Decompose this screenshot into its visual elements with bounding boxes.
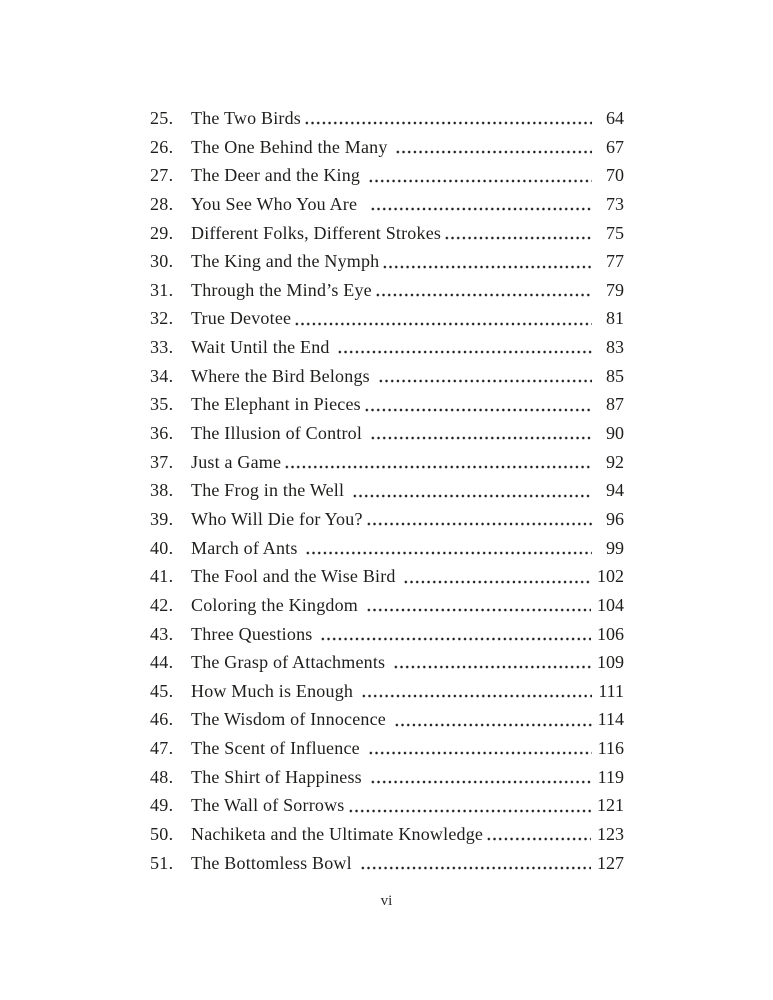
chapter-title: The Bottomless Bowl [191,852,357,873]
chapter-title: Three Questions [191,623,318,644]
chapter-title: Just a Game [191,451,282,472]
chapter-number: 33. [150,337,174,358]
toc-entry [150,304,624,333]
chapter-page-number: 114 [597,709,624,730]
toc-entry [150,390,624,419]
dot-leader [382,247,592,276]
chapter-page-number: 96 [606,508,624,529]
toc-entry [150,133,624,162]
chapter-page-number: 106 [597,623,624,644]
chapter-page-number: 94 [606,480,624,501]
chapter-title: You See Who You Are [191,193,367,214]
dot-leader [366,505,592,534]
chapter-page-number: 127 [597,852,624,873]
toc-entry [150,505,624,534]
chapter-title: Wait Until the End [191,337,335,358]
dot-leader [393,648,591,677]
chapter-title: Through the Mind’s Eye [191,279,372,300]
chapter-number: 43. [150,623,174,644]
chapter-page-number: 85 [606,365,624,386]
chapter-page-number: 119 [597,766,624,787]
toc-entry [150,734,624,763]
dot-leader [403,562,591,591]
chapter-number: 31. [150,279,174,300]
toc-entry [150,333,624,362]
chapter-title: The Wisdom of Innocence [191,709,391,730]
dot-leader [368,161,592,190]
dot-leader [337,333,592,362]
page-footer [0,893,773,910]
chapter-page-number: 123 [597,824,624,845]
toc-entry [150,362,624,391]
toc-entry [150,448,624,477]
chapter-page-number: 121 [597,795,624,816]
chapter-number: 29. [150,222,174,243]
chapter-page-number: 90 [606,423,624,444]
chapter-page-number: 77 [606,251,624,272]
chapter-number: 32. [150,308,174,329]
dot-leader [366,591,591,620]
chapter-number: 34. [150,365,174,386]
toc-entry [150,190,624,219]
dot-leader [375,276,592,305]
dot-leader [394,705,592,734]
toc-entry [150,104,624,133]
chapter-number: 41. [150,566,174,587]
toc-entry [150,849,624,878]
chapter-title: Who Will Die for You? [191,508,363,529]
chapter-number: 26. [150,136,174,157]
chapter-page-number: 70 [606,165,624,186]
toc-entry [150,677,624,706]
chapter-title: The Elephant in Pieces [191,394,361,415]
chapter-page-number: 83 [606,337,624,358]
toc-entry [150,276,624,305]
dot-leader [378,362,592,391]
chapter-title: The Wall of Sorrows [191,795,345,816]
toc-entry [150,247,624,276]
chapter-number: 28. [150,193,174,214]
dot-leader [352,476,592,505]
chapter-number: 45. [150,680,174,701]
chapter-number: 49. [150,795,174,816]
chapter-page-number: 87 [606,394,624,415]
chapter-title: The Illusion of Control [191,423,367,444]
chapter-number: 25. [150,108,174,128]
dot-leader [370,419,592,448]
chapter-page-number: 109 [597,652,624,673]
dot-leader [305,534,592,563]
dot-leader [370,190,592,219]
chapter-title: The Frog in the Well [191,480,349,501]
chapter-number: 44. [150,652,174,673]
dot-leader [486,820,591,849]
chapter-title: The Scent of Influence [191,738,365,759]
toc-entry [150,161,624,190]
chapter-page-number: 116 [597,738,624,759]
toc-entry [150,648,624,677]
dot-leader [284,448,592,477]
toc-entry [150,763,624,792]
dot-leader [348,791,592,820]
chapter-title: The King and the Nymph [191,251,380,272]
dot-leader [395,133,592,162]
dot-leader [320,620,591,649]
chapter-page-number: 111 [598,680,624,701]
chapter-page-number: 73 [606,193,624,214]
toc-entry [150,705,624,734]
dot-leader [368,734,592,763]
chapter-title: Different Folks, Different Strokes [191,222,442,243]
folio-page-number: vi [380,893,393,909]
chapter-page-number: 102 [597,566,624,587]
chapter-title: The Deer and the King [191,165,365,186]
dot-leader [304,104,592,133]
chapter-number: 38. [150,480,174,501]
chapter-number: 40. [150,537,174,558]
chapter-number: 39. [150,508,174,529]
chapter-page-number: 75 [606,222,624,243]
dot-leader [361,677,592,706]
chapter-page-number: 104 [597,594,624,615]
chapter-page-number: 99 [606,537,624,558]
chapter-title: The Two Birds [191,108,302,128]
chapter-title: True Devotee [191,308,292,329]
dot-leader [370,763,592,792]
chapter-number: 27. [150,165,174,186]
toc-entry [150,562,624,591]
chapter-page-number: 92 [606,451,624,472]
dot-leader [364,390,592,419]
toc-entry [150,534,624,563]
toc-entry [150,620,624,649]
table-of-contents [150,104,624,877]
toc-entry [150,820,624,849]
chapter-title: Where the Bird Belongs [191,365,375,386]
toc-entry [150,476,624,505]
chapter-number: 51. [150,852,174,873]
chapter-title: The Grasp of Attachments [191,652,390,673]
chapter-number: 50. [150,824,174,845]
toc-entry [150,591,624,620]
chapter-title: Nachiketa and the Ultimate Knowledge [191,824,484,845]
chapter-page-number: 67 [606,136,624,157]
dot-leader [444,219,592,248]
chapter-number: 48. [150,766,174,787]
toc-entry [150,219,624,248]
chapter-title: The Fool and the Wise Bird [191,566,401,587]
chapter-number: 42. [150,594,174,615]
chapter-page-number: 81 [606,308,624,329]
chapter-title: The Shirt of Happiness [191,766,367,787]
chapter-number: 35. [150,394,174,415]
toc-entry [150,419,624,448]
chapter-page-number: 64 [606,108,624,128]
chapter-page-number: 79 [606,279,624,300]
chapter-number: 46. [150,709,174,730]
chapter-number: 37. [150,451,174,472]
chapter-number: 30. [150,251,174,272]
dot-leader [294,304,592,333]
chapter-title: How Much is Enough [191,680,358,701]
dot-leader [360,849,592,878]
toc-entry [150,791,624,820]
chapter-number: 36. [150,423,174,444]
chapter-title: The One Behind the Many [191,136,393,157]
chapter-title: Coloring the Kingdom [191,594,363,615]
chapter-number: 47. [150,738,174,759]
chapter-title: March of Ants [191,537,303,558]
